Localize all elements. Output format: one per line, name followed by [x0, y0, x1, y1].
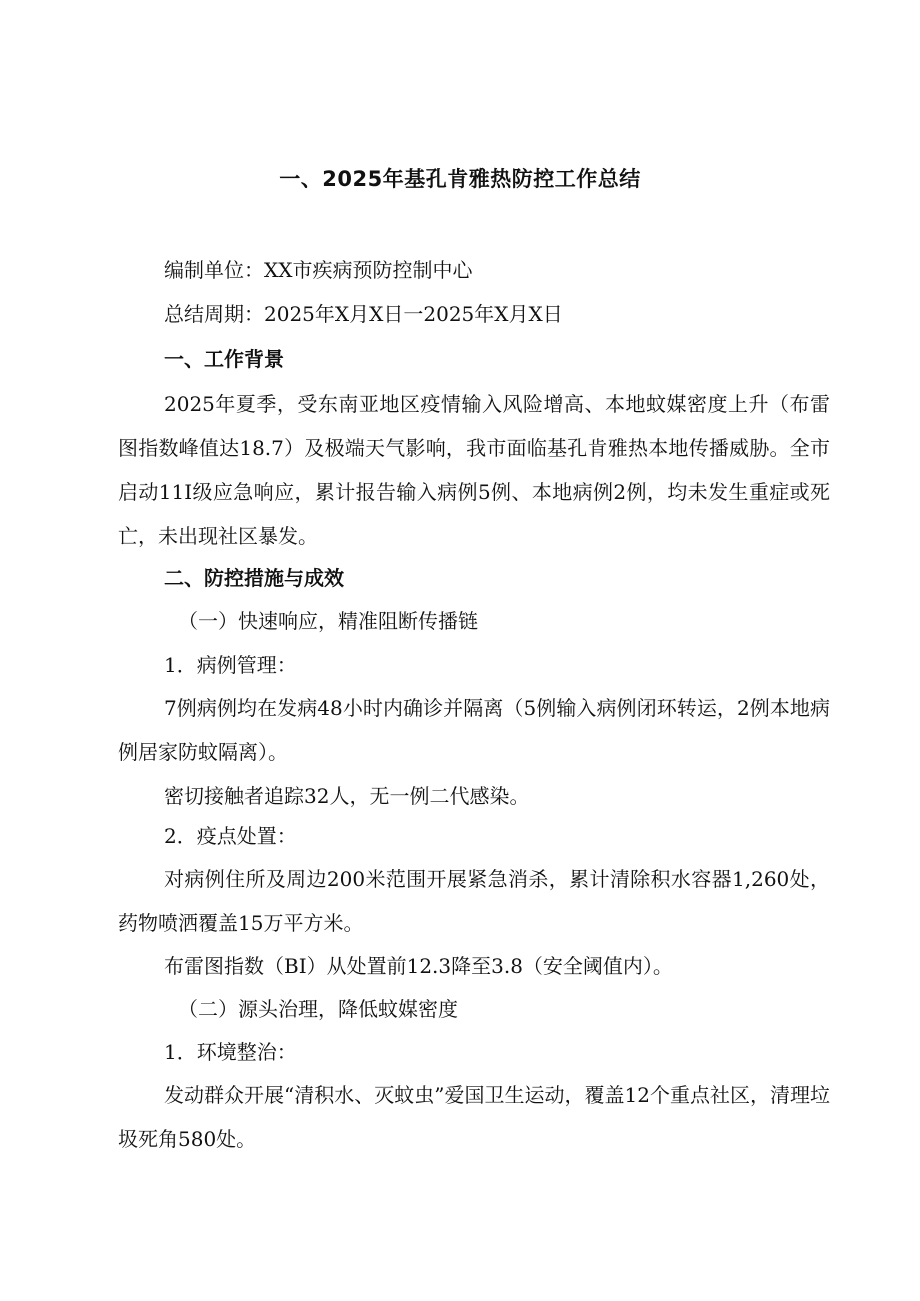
environment-paragraph: 发动群众开展“清积水、灭蚊虫”爱国卫生运动，覆盖12个重点社区，清理垃圾死角580处。: [118, 1083, 830, 1151]
compiling-unit: 编制单位：XX市疾病预防控制中心: [164, 258, 473, 282]
section-heading-background: 一、工作背景: [164, 347, 284, 371]
subsection-heading-source-control: （二）源头治理，降低蚊媒密度: [178, 997, 458, 1021]
subsection-heading-response: （一）快速响应，精准阻断传播链: [178, 609, 478, 633]
case-management-paragraph: 7例病例均在发病48小时内确诊并隔离（5例输入病例闭环转运，2例本地病例居家防蚊隔离）。: [118, 696, 830, 764]
background-paragraph: 2025年夏季，受东南亚地区疫情输入风险增高、本地蚊媒密度上升（布雷图指数峰值达18.7）及极端天气影响，我市面临基孔肯雅热本地传播威胁。全市启动11I级应急响应，累计报告输入病例5例、本地病例2例，均未发生重症或死亡，未出现社区暴发。: [118, 392, 830, 548]
item-label-outbreak-site: 2．疫点处置：: [164, 824, 297, 848]
item-label-case-management: 1．病例管理：: [164, 653, 297, 677]
breteau-index-line: 布雷图指数（BI）从处置前12.3降至3.8（安全阈值内）。: [164, 954, 673, 978]
section-heading-measures: 二、防控措施与成效: [164, 566, 344, 590]
item-label-environment: 1．环境整治：: [164, 1040, 297, 1064]
document-title: 一、2025年基孔肯雅热防控工作总结: [279, 167, 641, 191]
outbreak-site-paragraph: 对病例住所及周边200米范围开展紧急消杀，累计清除积水容器1,260处，药物喷洒覆盖15万平方米。: [118, 867, 830, 935]
contact-tracing-line: 密切接触者追踪32人，无一例二代感染。: [164, 784, 530, 808]
summary-period: 总结周期：2025年X月X日一2025年X月X日: [164, 302, 563, 326]
